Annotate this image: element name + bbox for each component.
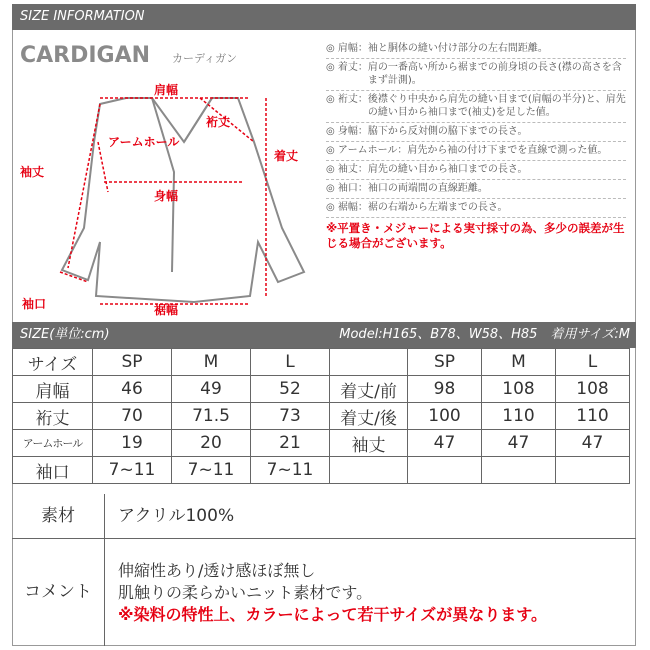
note-item: ◎ 袖丈： 肩先の縫い目から袖口までの長さ。 <box>326 161 626 180</box>
cardigan-diagram <box>14 32 314 320</box>
table-row: 肩幅 46 49 52 着丈/前 98 108 108 <box>13 376 630 403</box>
note-item: ◎ 着丈： 肩の一番高い所から裾までの前身頃の長さ(襟の高さを含まず計測)。 <box>326 59 626 91</box>
label-cuff: 袖口 <box>22 297 47 311</box>
header-title: SIZE INFORMATION <box>20 9 145 24</box>
note-item: ◎ 身幅： 脇下から反対側の脇下までの長さ。 <box>326 123 626 142</box>
sleeve-line <box>68 104 100 268</box>
note-item: ◎ 裾幅： 裾の右端から左端までの長さ。 <box>326 199 626 218</box>
header-bar <box>12 4 636 30</box>
size-unit: SIZE(単位:cm) <box>20 327 110 342</box>
label-sleeve-top: 裄丈 <box>206 115 231 129</box>
material-value: アクリル100% <box>118 506 235 526</box>
label-armhole: アームホール <box>108 135 180 149</box>
note-item: ◎ 肩幅： 袖と胴体の縫い付け部分の左右間距離。 <box>326 40 626 59</box>
size-bar <box>12 322 636 348</box>
table-row: 袖口 7~11 7~11 7~11 <box>13 457 630 484</box>
note-item: ◎ 裄丈： 後襟ぐり中央から肩先の縫い目まで(肩幅の半分)と、肩先の縫い目から袖口まで(袖丈)を足した値。 <box>326 91 626 123</box>
note-item: ◎ アームホール： 肩先から袖の付け下までを直線で測った値。 <box>326 142 626 161</box>
product-kana: カーディガン <box>172 52 238 65</box>
armhole-line <box>98 142 108 192</box>
cuff-line <box>60 272 88 282</box>
label-hem: 裾幅 <box>154 303 179 317</box>
size-table <box>12 348 630 484</box>
label-shoulder: 肩幅 <box>154 83 179 97</box>
material-label: 素材 <box>12 494 105 538</box>
model-info: Model:H165、B78、W58、H85 着用サイズ:M <box>339 327 630 342</box>
comment-line: 伸縮性あり/透け感ほぼ無し <box>118 561 316 580</box>
comment-line: 肌触りの柔らかいニット素材です。 <box>118 583 373 602</box>
table-row: アームホール 19 20 21 袖丈 47 47 47 <box>13 430 630 457</box>
label-length: 着丈 <box>274 149 299 163</box>
comment-warning: ※染料の特性上、カラーによって若干サイズが異なります。 <box>118 605 547 624</box>
comment-row <box>12 538 636 646</box>
product-name: CARDIGAN <box>20 43 151 68</box>
comment-label: コメント <box>12 538 105 646</box>
label-chest: 身幅 <box>154 189 179 203</box>
table-row: 裄丈 70 71.5 73 着丈/後 100 110 110 <box>13 403 630 430</box>
comment-text <box>118 560 547 626</box>
table-row: サイズ SP M L SP M L <box>13 349 630 376</box>
garment-outline <box>62 98 304 302</box>
material-row <box>12 494 636 539</box>
measurement-warning: ※平置き・メジャーによる実寸採寸の為、多少の誤差が生じる場合がございます。 <box>326 221 625 250</box>
measurement-notes <box>326 40 626 251</box>
label-sleeve: 袖丈 <box>20 165 45 179</box>
note-item: ◎ 袖口： 袖口の両端間の直線距離。 <box>326 180 626 199</box>
